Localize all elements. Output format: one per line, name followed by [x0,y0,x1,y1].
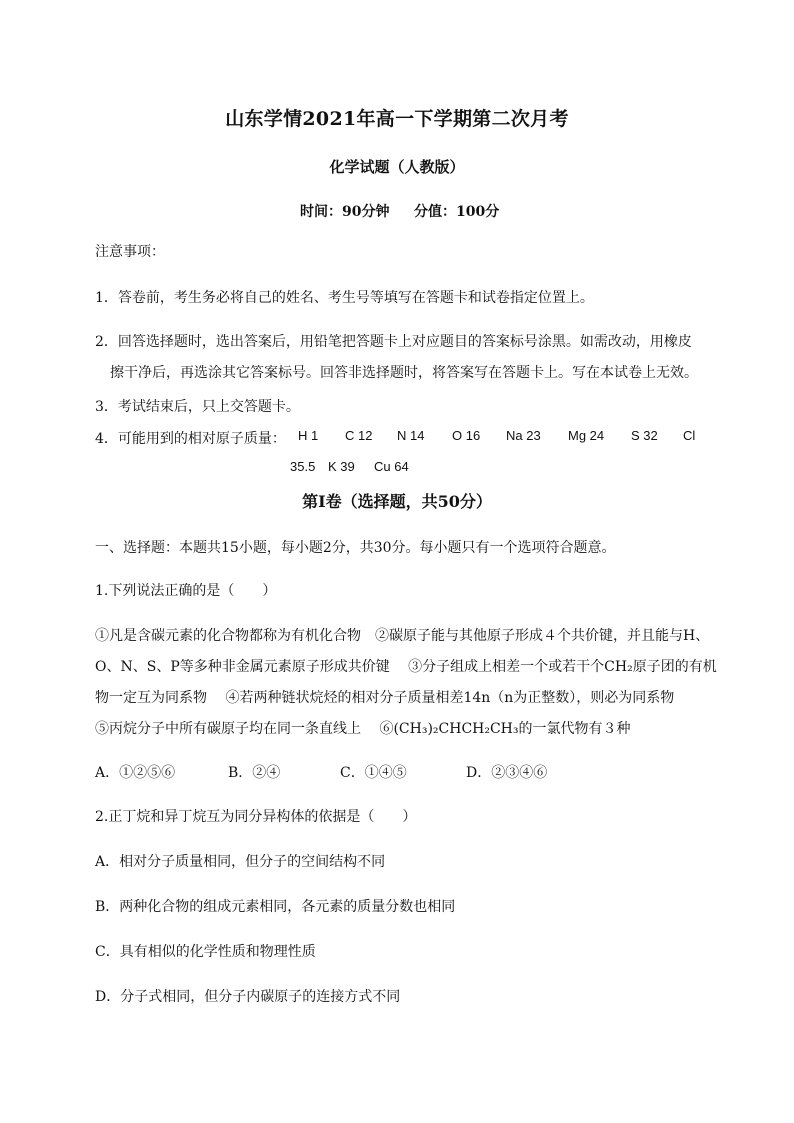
q1-line-4: ⑤丙烷分子中所有碳原子均在同一条直线上 ⑥(CH₃)₂CHCH₂CH₃的一氯代物有３种 [95,721,631,737]
exam-score: 分值：100分 [414,204,500,220]
note-2-line2: 擦干净后，再选涂其它答案标号。回答非选择题时，将答案写在答题卡上。写在本试卷上无效。 [110,365,698,381]
mass-s: S 32 [631,428,658,443]
notes-heading: 注意事项： [95,244,165,260]
section-1-intro: 一、选择题：本题共15小题，每小题2分，共30分。每小题只有一个选项符合题意。 [95,540,616,556]
mass-cl-symbol: Cl [683,428,696,443]
q2-stem: 2.正丁烷和异丁烷互为同分异构体的依据是（ ） [95,809,417,825]
mass-o: O 16 [452,428,481,443]
exam-subtitle: 化学试题（人教版） [329,158,465,176]
note-2-line1: 2．回答选择题时，选出答案后，用铅笔把答题卡上对应题目的答案标号涂黑。如需改动，用橡皮 [95,334,692,350]
mass-h: H 1 [298,428,319,443]
q2-option-b: B．两种化合物的组成元素相同，各元素的质量分数也相同 [95,899,456,915]
note-1: 1．答卷前，考生务必将自己的姓名、考生号等填写在答题卡和试卷指定位置上。 [95,290,594,306]
exam-time: 时间：90分钟 [300,204,390,220]
q1-stem: 1.下列说法正确的是（ ） [95,583,277,599]
q1-option-d: D．②③④⑥ [466,765,548,781]
exam-title: 山东学情2021年高一下学期第二次月考 [225,108,569,130]
mass-k: K 39 [328,459,355,474]
q1-option-b: B．②④ [228,765,281,781]
q2-option-d: D．分子式相同，但分子内碳原子的连接方式不同 [95,989,401,1005]
mass-cu: Cu 64 [374,459,409,474]
mass-c: C 12 [345,428,373,443]
mass-cl-value: 35.5 [290,459,316,474]
section-1-title: 第Ⅰ卷（选择题，共50分） [302,492,492,511]
q1-line-3: 物一定互为同系物 ④若两种链状烷烃的相对分子质量相差14n（n为正整数），则必为同系物 [95,690,675,706]
q1-option-c: C．①④⑤ [340,765,407,781]
q1-line-2: O、N、S、P等多种非金属元素原子形成共价键 ③分子组成上相差一个或若干个CH₂原子团的有机 [95,659,717,675]
q2-option-a: A．相对分子质量相同，但分子的空间结构不同 [95,854,386,870]
mass-mg: Mg 24 [568,428,605,443]
q2-option-c: C．具有相似的化学性质和物理性质 [95,944,316,960]
q1-option-a: A．①②⑤⑥ [95,765,176,781]
mass-n: N 14 [397,428,425,443]
note-4-label: 4．可能用到的相对原子质量： [95,431,286,447]
q1-line-1: ①凡是含碳元素的化合物都称为有机化合物 ②碳原子能与其他原子形成４个共价键，并且能与H、 [95,628,710,644]
mass-na: Na 23 [506,428,541,443]
note-3: 3．考试结束后，只上交答题卡。 [95,399,300,415]
